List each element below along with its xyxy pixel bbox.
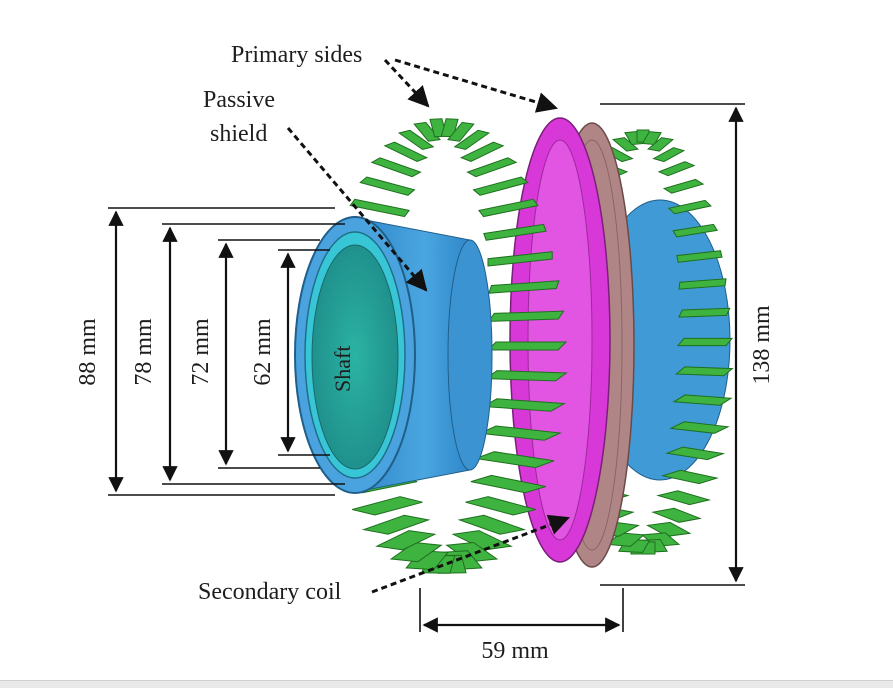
label-shaft: Shaft <box>330 345 355 392</box>
stator-tooth <box>352 497 422 515</box>
label-passive-shield-2: shield <box>210 121 268 147</box>
stator-tooth <box>350 199 409 216</box>
stator-tooth <box>678 338 732 345</box>
label-secondary-coil: Secondary coil <box>198 579 342 605</box>
stator-tooth <box>460 515 525 534</box>
stator-tooth <box>488 342 566 350</box>
shaft-face <box>312 245 398 469</box>
dimension-label-138: 138 mm <box>749 305 775 385</box>
stator-tooth <box>658 491 709 505</box>
stator-tooth <box>653 508 700 522</box>
dimension-label-72: 72 mm <box>188 318 214 386</box>
secondary-coil-inner <box>528 140 592 540</box>
passive-shield-back-rim <box>448 240 492 470</box>
pointer-primary-left <box>385 60 428 106</box>
label-passive-shield-1: Passive <box>203 87 275 113</box>
stator-tooth <box>676 367 732 376</box>
stator-tooth <box>679 308 730 317</box>
stator-tooth <box>474 177 528 195</box>
stator-tooth <box>669 200 711 213</box>
dimension-label-62: 62 mm <box>250 318 276 386</box>
dimension-59 <box>420 588 623 632</box>
dimension-label-78: 78 mm <box>131 318 157 386</box>
stator-tooth <box>468 158 517 177</box>
dimension-label-88: 88 mm <box>75 318 101 386</box>
label-primary-sides: Primary sides <box>231 42 363 68</box>
stator-tooth <box>659 162 694 176</box>
stator-tooth <box>486 371 566 381</box>
dimension-label-59: 59 mm <box>481 638 549 664</box>
pointer-primary-right <box>395 60 556 108</box>
stator-tooth <box>372 158 421 177</box>
stator-tooth <box>664 179 703 193</box>
stator-tooth <box>360 177 414 195</box>
stator-tooth <box>364 515 429 534</box>
